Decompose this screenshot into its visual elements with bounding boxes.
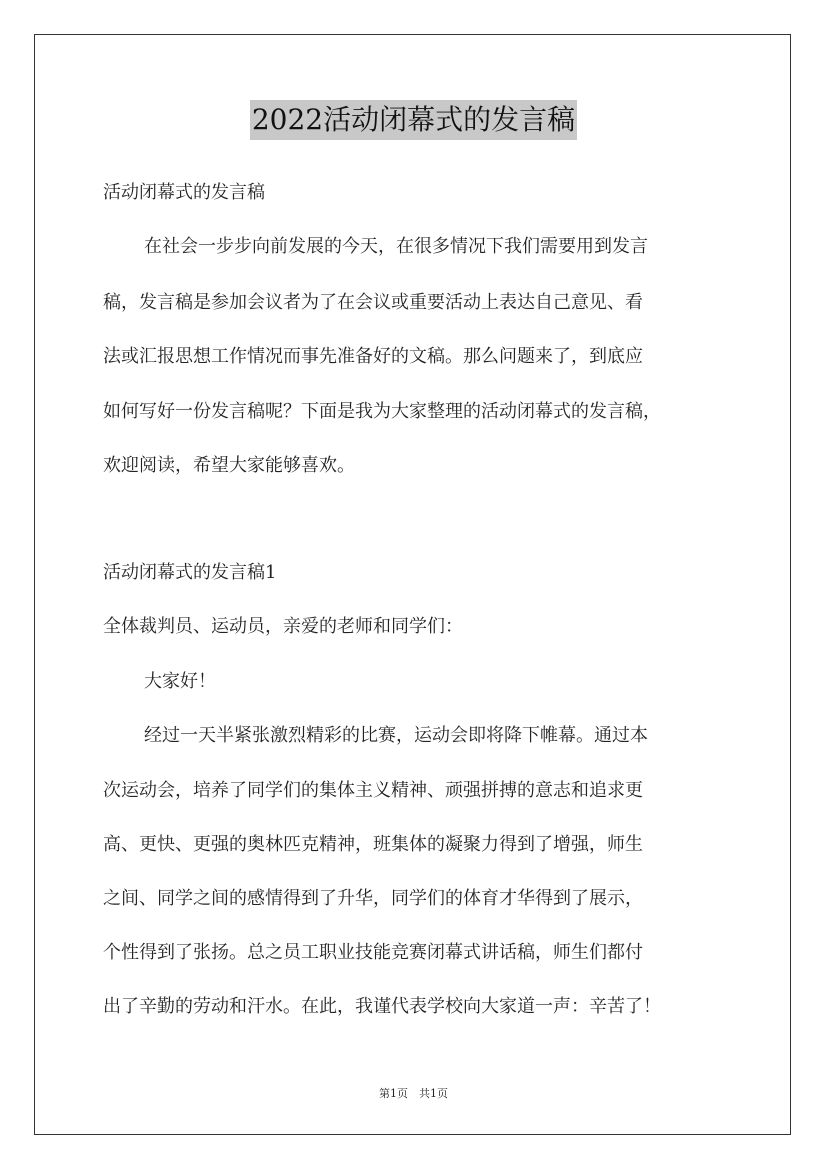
document-subtitle: 活动闭幕式的发言稿 xyxy=(103,182,265,203)
body-line-6: 出了辛勤的劳动和汗水。在此，我谨代表学校向大家道一声：辛苦了！ xyxy=(103,996,661,1017)
intro-line-2: 稿，发言稿是参加会议者为了在会议或重要活动上表达自己意见、看 xyxy=(103,292,643,313)
intro-line-3: 法或汇报思想工作情况而事先准备好的文稿。那么问题来了，到底应 xyxy=(103,346,643,367)
document-title: 2022活动闭幕式的发言稿 xyxy=(250,100,577,140)
title-container xyxy=(0,100,827,140)
intro-line-4: 如何写好一份发言稿呢？下面是我为大家整理的活动闭幕式的发言稿， xyxy=(103,401,661,422)
body-line-3: 高、更快、更强的奥林匹克精神，班集体的凝聚力得到了增强，师生 xyxy=(103,834,643,855)
intro-line-1: 在社会一步步向前发展的今天，在很多情况下我们需要用到发言 xyxy=(144,236,648,257)
salutation: 全体裁判员、运动员，亲爱的老师和同学们： xyxy=(103,616,463,637)
intro-line-5: 欢迎阅读，希望大家能够喜欢。 xyxy=(103,455,355,476)
page-number: 第1页 共1页 xyxy=(379,1087,448,1100)
body-line-2: 次运动会，培养了同学们的集体主义精神、顽强拼搏的意志和追求更 xyxy=(103,780,643,801)
greeting: 大家好！ xyxy=(144,671,216,692)
section-heading: 活动闭幕式的发言稿1 xyxy=(103,562,277,583)
body-line-5: 个性得到了张扬。总之员工职业技能竞赛闭幕式讲话稿，师生们都付 xyxy=(103,942,643,963)
body-line-1: 经过一天半紧张激烈精彩的比赛，运动会即将降下帷幕。通过本 xyxy=(144,725,648,746)
body-line-4: 之间、同学之间的感情得到了升华，同学们的体育才华得到了展示， xyxy=(103,888,643,909)
